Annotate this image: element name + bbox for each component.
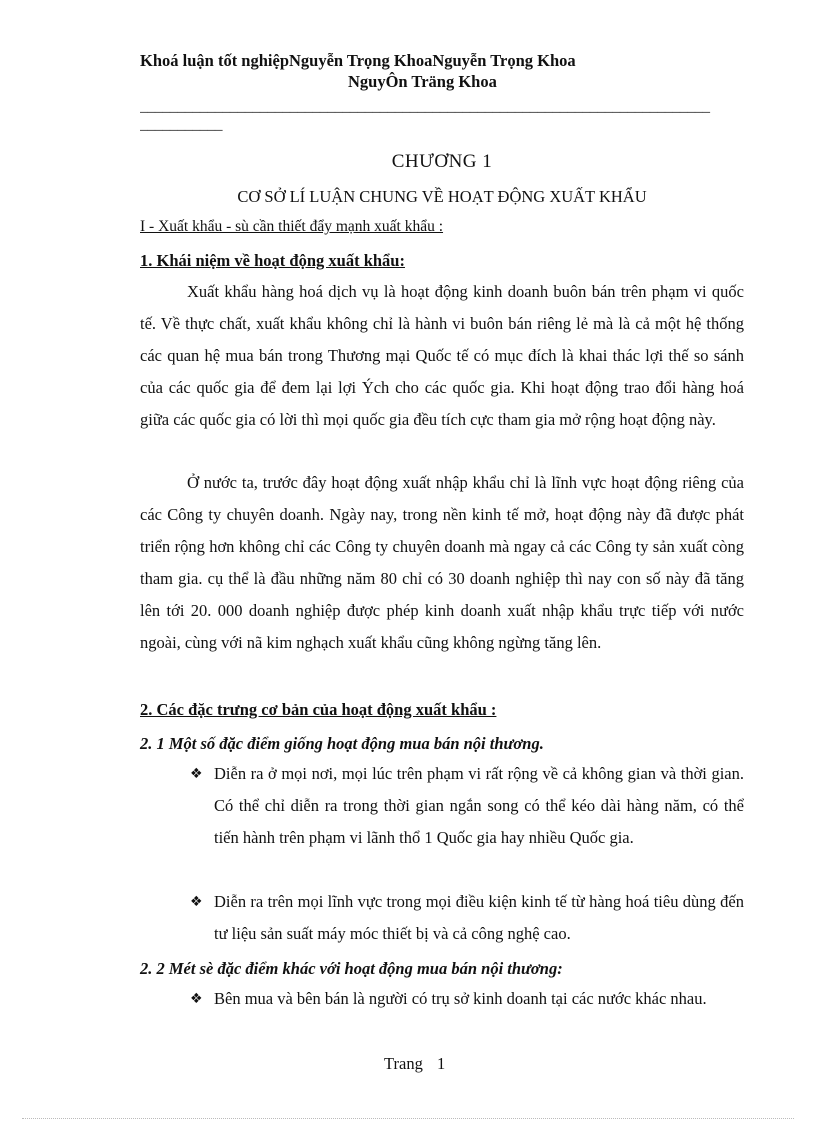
bullet-text: Diễn ra trên mọi lĩnh vực trong mọi điều kiện kinh tế từ hàng hoá tiêu dùng đến tư liệu sản suất máy móc thiết bị và cả công nghệ cao. bbox=[214, 892, 744, 943]
subsection-heading-1: 1. Khái niệm về hoạt động xuất khẩu: bbox=[140, 251, 405, 270]
subsection-heading-2-1: 2. 1 Một số đặc điểm giống hoạt động mua bán nội thương. bbox=[140, 734, 544, 753]
header-separator: ____________________________________________________________________________ ___________ bbox=[140, 99, 710, 133]
bullet-item bbox=[190, 758, 744, 854]
bullet-text: Diễn ra ở mọi nơi, mọi lúc trên phạm vi rất rộng về cả không gian và thời gian. Có thể chỉ diễn ra trong thời gian ngắn song có thể kéo dài hàng năm, có thể tiến hành trên phạm vi lãnh thổ 1 Quốc gia hay nhiều Quốc gia. bbox=[214, 764, 744, 847]
bullet-text: Bên mua và bên bán là người có trụ sở kinh doanh tại các nước khác nhau. bbox=[214, 989, 707, 1008]
paragraph-1: Xuất khẩu hàng hoá dịch vụ là hoạt động kinh doanh buôn bán trên phạm vi quốc tế. Về thực chất, xuất khẩu không chỉ là hành vi buôn bán riêng lẻ mà là cả một hệ thống các quan hệ mua bán trong Thương mại Quốc tế có mục đích là khai thác lợi thế so sánh của các quốc gia để đem lại lợi Ých cho các quốc gia. Khi hoạt động trao đổi hàng hoá giữa các quốc gia có lời thì mọi quốc gia đều tích cực tham gia mở rộng hoạt động này. bbox=[140, 282, 744, 429]
header-line-1: Khoá luận tốt nghiệpNguyễn Trọng KhoaNguyễn Trọng Khoa bbox=[140, 51, 576, 70]
header-line-2: NguyÔn Träng Khoa bbox=[348, 72, 497, 91]
bullet-item bbox=[190, 886, 744, 950]
chapter-number: CHƯƠNG 1 bbox=[391, 151, 493, 172]
paragraph-2: Ở nước ta, trước đây hoạt động xuất nhập khẩu chỉ là lĩnh vực hoạt động riêng của các Công ty chuyên doanh. Ngày nay, trong nền kinh tế mở, hoạt động này đã được phát triển rộng hơn không chỉ các Công ty chuyên doanh mà ngay cả các Công ty sản xuất còng tham gia. cụ thể là đầu những năm 80 chỉ có 30 doanh nghiệp thì nay con số này đã tăng lên tới 20. 000 doanh nghiệp được phép kinh doanh xuất nhập khẩu trực tiếp với nước ngoài, cùng với nã kim nghạch xuất khẩu cũng không ngừng tăng lên. bbox=[140, 473, 744, 652]
section-heading: I - Xuất khẩu - sù cần thiết đẩy mạnh xuất khẩu : bbox=[140, 218, 444, 235]
running-header bbox=[140, 50, 744, 92]
subsection-heading-2: 2. Các đặc trưng cơ bản của hoạt động xuất khẩu : bbox=[140, 700, 497, 719]
bullet-item bbox=[190, 983, 744, 1015]
subsection-heading-2-2: 2. 2 Mét sè đặc điểm khác với hoạt động mua bán nội thương: bbox=[140, 959, 563, 978]
bullet-diamond-icon: ❖ bbox=[190, 894, 203, 910]
page-number: Trang 1 bbox=[384, 1054, 446, 1073]
bullet-diamond-icon: ❖ bbox=[190, 766, 203, 782]
chapter-title: CƠ SỞ LÍ LUẬN CHUNG VỀ HOẠT ĐỘNG XUẤT KHẨU bbox=[237, 187, 647, 206]
bullet-diamond-icon: ❖ bbox=[190, 991, 203, 1007]
page-bottom-border bbox=[22, 1118, 794, 1119]
